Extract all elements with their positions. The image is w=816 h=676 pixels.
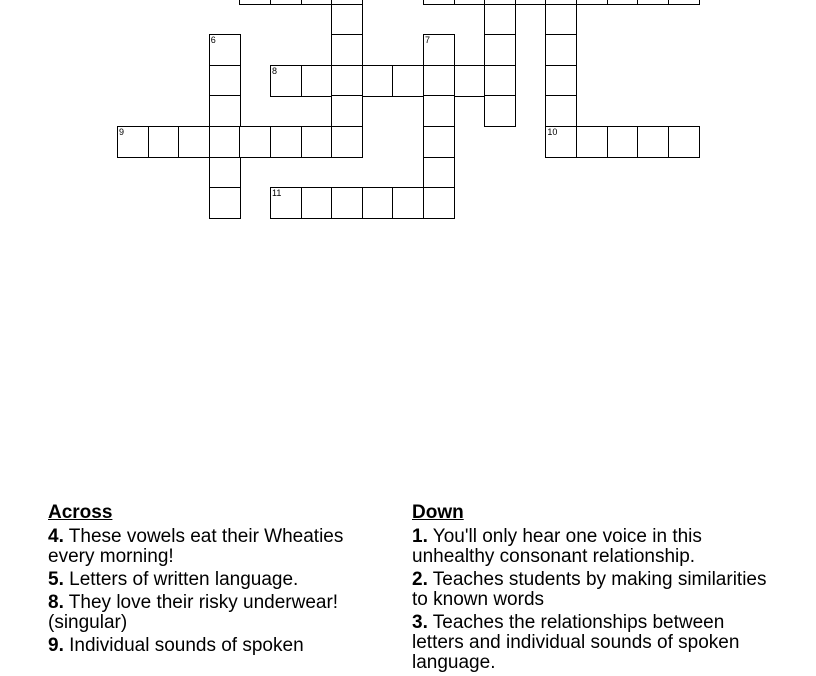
- grid-cell[interactable]: [301, 126, 333, 158]
- grid-cell[interactable]: [545, 95, 577, 127]
- grid-cell[interactable]: [423, 0, 455, 5]
- grid-cell[interactable]: [209, 126, 241, 158]
- grid-cell[interactable]: [668, 0, 700, 5]
- cell-number: 9: [119, 127, 125, 137]
- down-clue-3[interactable]: [412, 613, 772, 673]
- grid-cell[interactable]: [239, 0, 271, 5]
- across-clue-4[interactable]: [48, 527, 388, 567]
- across-clues: [48, 503, 388, 659]
- grid-cell[interactable]: [515, 0, 547, 5]
- grid-cell[interactable]: [301, 0, 333, 5]
- across-heading: Across: [48, 502, 113, 523]
- grid-cell[interactable]: [331, 34, 363, 66]
- grid-cell[interactable]: [545, 4, 577, 36]
- clue-text: Teaches the relationships between letters and individual sounds of spoken language.: [412, 612, 740, 673]
- grid-cell[interactable]: [637, 126, 669, 158]
- down-heading: Down: [412, 502, 464, 523]
- clue-number: 9.: [48, 635, 64, 656]
- grid-cell[interactable]: [545, 34, 577, 66]
- clue-number: 5.: [48, 569, 64, 590]
- grid-cell[interactable]: [362, 187, 394, 219]
- grid-cell[interactable]: [423, 187, 455, 219]
- grid-cell[interactable]: [423, 95, 455, 127]
- grid-cell[interactable]: [117, 126, 149, 158]
- grid-cell[interactable]: [576, 126, 608, 158]
- grid-cell[interactable]: [423, 126, 455, 158]
- grid-cell[interactable]: [484, 65, 516, 97]
- across-clue-5[interactable]: [48, 570, 388, 590]
- clue-text: Letters of written language.: [69, 569, 299, 590]
- grid-cell[interactable]: [239, 126, 271, 158]
- grid-cell[interactable]: [392, 187, 424, 219]
- grid-cell[interactable]: [484, 95, 516, 127]
- grid-cell[interactable]: [637, 0, 669, 5]
- grid-cell[interactable]: [209, 65, 241, 97]
- grid-cell[interactable]: [301, 65, 333, 97]
- grid-cell[interactable]: [576, 0, 608, 5]
- grid-cell[interactable]: [668, 126, 700, 158]
- grid-cell[interactable]: [484, 4, 516, 36]
- grid-cell[interactable]: [178, 126, 210, 158]
- down-clue-1[interactable]: [412, 527, 772, 567]
- down-clues: [412, 503, 772, 676]
- grid-cell[interactable]: [331, 187, 363, 219]
- across-clue-9[interactable]: [48, 636, 388, 656]
- clue-text: Teaches students by making similarities to known words: [412, 569, 767, 610]
- grid-cell[interactable]: [301, 187, 333, 219]
- grid-cell[interactable]: [484, 34, 516, 66]
- grid-cell[interactable]: [331, 95, 363, 127]
- grid-cell[interactable]: [423, 34, 455, 66]
- grid-cell[interactable]: [209, 187, 241, 219]
- grid-cell[interactable]: [423, 65, 455, 97]
- grid-cell[interactable]: [270, 126, 302, 158]
- clue-text: Individual sounds of spoken: [69, 635, 304, 656]
- across-clue-8[interactable]: [48, 593, 388, 633]
- down-clue-2[interactable]: [412, 570, 772, 610]
- cell-number: 11: [272, 188, 282, 199]
- clue-number: 4.: [48, 526, 64, 547]
- clue-text: You'll only hear one voice in this unhealthy consonant relationship.: [412, 526, 702, 567]
- cell-number: 8: [272, 65, 278, 76]
- grid-cell[interactable]: [607, 0, 639, 5]
- cell-number: 6: [210, 35, 216, 46]
- cell-number: 7: [425, 35, 431, 46]
- grid-cell[interactable]: [209, 95, 241, 127]
- grid-cell[interactable]: [270, 0, 302, 5]
- clue-text: These vowels eat their Wheaties every morning!: [48, 526, 344, 567]
- grid-cell[interactable]: [454, 65, 486, 97]
- grid-cell[interactable]: [331, 65, 363, 97]
- clue-number: 8.: [48, 592, 64, 613]
- grid-cell[interactable]: [392, 65, 424, 97]
- grid-cell[interactable]: [331, 4, 363, 36]
- grid-cell[interactable]: [545, 126, 577, 158]
- grid-cell[interactable]: [148, 126, 180, 158]
- clue-number: 1.: [412, 526, 428, 547]
- grid-cell[interactable]: [209, 34, 241, 66]
- grid-cell[interactable]: [209, 157, 241, 189]
- grid-cell[interactable]: [423, 157, 455, 189]
- clue-number: 2.: [412, 569, 428, 590]
- grid-cell[interactable]: [270, 65, 302, 97]
- grid-cell[interactable]: [270, 187, 302, 219]
- clue-number: 3.: [412, 612, 428, 633]
- grid-cell[interactable]: [454, 0, 486, 5]
- grid-cell[interactable]: [607, 126, 639, 158]
- grid-cell[interactable]: [331, 126, 363, 158]
- clue-text: They love their risky underwear! (singular): [48, 592, 339, 633]
- grid-cell[interactable]: [545, 65, 577, 97]
- grid-cell[interactable]: [362, 65, 394, 97]
- crossword-grid: [0, 0, 816, 230]
- cell-number: 10: [547, 127, 558, 137]
